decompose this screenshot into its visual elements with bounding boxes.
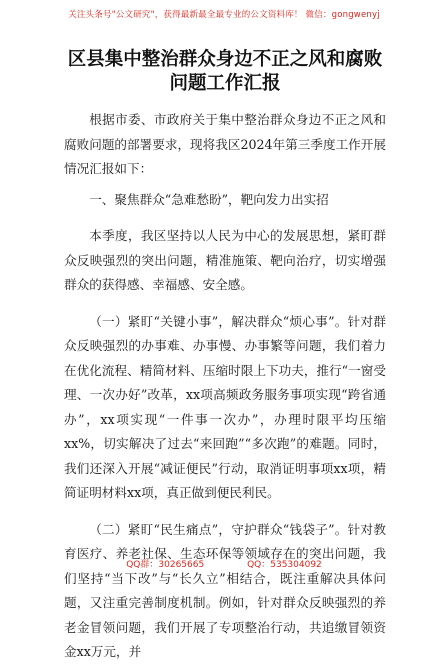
top-banner: 关注头条号"公文研究"，获得最新最全最专业的公文资料库！ 微信：gongwenyj bbox=[68, 10, 380, 20]
footer-qq-group: QQ群：30265665 bbox=[126, 560, 205, 570]
footer-qq: QQ：535304092 bbox=[247, 560, 322, 570]
intro-paragraph: 根据市委、市政府关于集中整治群众身边不正之风和腐败问题的部署要求，现将我区2024年第三季度工作开展情况汇报如下： bbox=[64, 112, 386, 176]
body-paragraph: （二）紧盯“民生痛点”，守护群众“钱袋子”。针对教育医疗、养老社保、生态环保等领域存在的突出问题，我们坚持“当下改”与“长久立”相结合，既注重解决具体问题，又注重完善制度机制。例如，针对群众反映强烈的养老金冒领问题，我们开展了专项整治行动，共追缴冒领资金xx万元，并 bbox=[64, 521, 386, 659]
document-body bbox=[64, 48, 386, 665]
document-title: 区县集中整治群众身边不正之风和腐败问题工作汇报 bbox=[67, 49, 383, 94]
body-paragraph: （一）紧盯“关键小事”，解决群众“烦心事”。针对群众反映强烈的办事难、办事慢、办事繁等问题，我们着力在优化流程、精简材料、压缩时限上下功夫，推行“一窗受理、一次办好”改革，xx项高频政务服务事项实现“跨省通办”，xx项实现“一件事一次办”，办理时限平均压缩xx%，切实解决了过去“来回跑”“多次跑”的难题。同时，我们还深入开展“减证便民”行动，取消证明事项xx项，精简证明材料xx项，真正做到便民利民。 bbox=[64, 313, 386, 500]
section-heading-1: 一、聚焦群众“急难愁盼”，靶向发力出实招 bbox=[89, 191, 329, 207]
footer-contact bbox=[0, 557, 448, 570]
body-paragraph: 本季度，我区坚持以人民为中心的发展思想，紧盯群众反映强烈的突出问题，精准施策、靶向治疗，切实增强群众的获得感、幸福感、安全感。 bbox=[64, 228, 386, 292]
